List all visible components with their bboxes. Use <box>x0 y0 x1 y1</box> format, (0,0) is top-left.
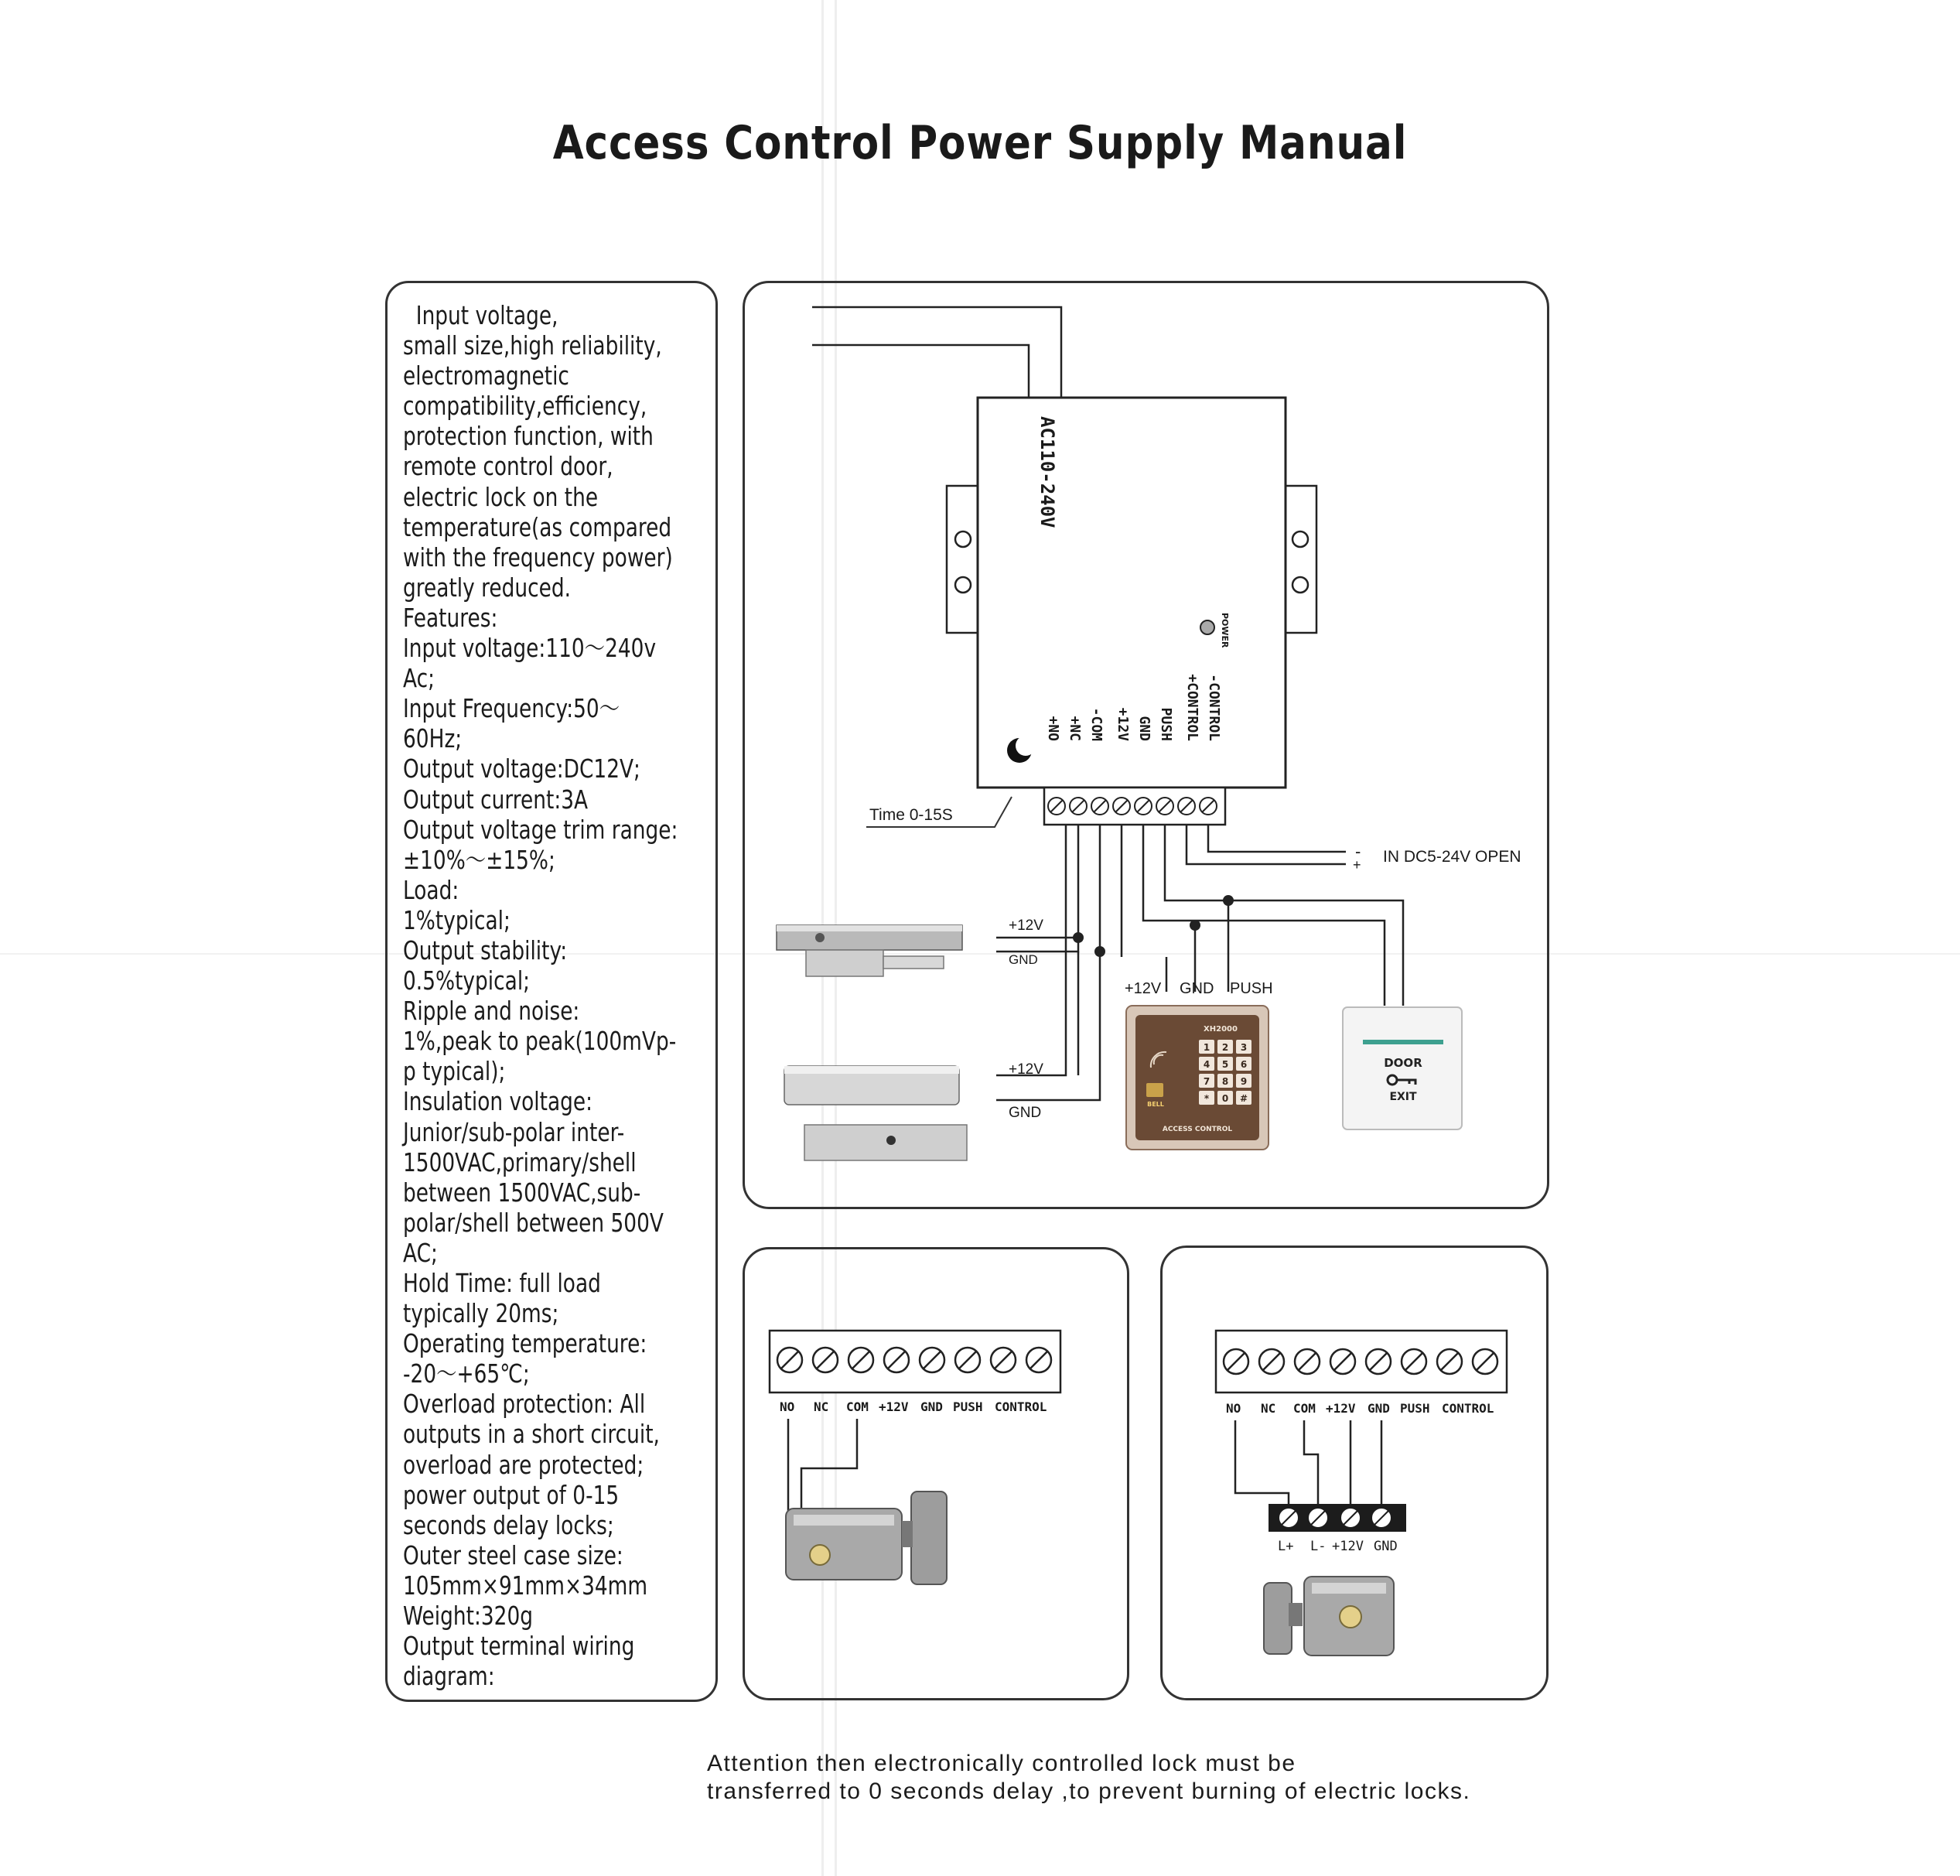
mounting-ear-right <box>1284 486 1316 633</box>
keypad-key: 9 <box>1240 1076 1248 1087</box>
spec-line: Input voltage, <box>403 300 558 330</box>
spec-line: 105mm×91mm×34mm <box>403 1570 648 1601</box>
terminal-nc-label: NC <box>1261 1401 1276 1416</box>
spec-line: overload are protected; <box>403 1449 644 1480</box>
terminal-control-label: CONTROL <box>995 1399 1047 1414</box>
spec-line: Output terminal wiring <box>403 1631 635 1662</box>
ac-input-wires <box>812 307 1061 398</box>
terminal-com-label: COM <box>846 1399 869 1414</box>
magnetic-lock-image <box>784 1066 967 1160</box>
terminal-control-label: CONTROL <box>1442 1401 1494 1416</box>
lock-terminal-block <box>1269 1504 1406 1532</box>
bolt-lock-12v-label: +12V <box>1009 917 1043 934</box>
spec-line: 1500VAC,primary/shell <box>403 1146 637 1177</box>
spec-line: ±10%～±15%; <box>403 844 555 875</box>
spec-line: AC; <box>403 1237 438 1268</box>
spec-line: diagram: <box>403 1661 495 1692</box>
terminal-push-label: PUSH <box>1400 1401 1430 1416</box>
terminal-block <box>1044 788 1225 825</box>
maglock-gnd-label: GND <box>1009 1105 1042 1121</box>
maglock-12v-label: +12V <box>1009 1061 1043 1078</box>
spec-line: Operating temperature: <box>403 1328 647 1359</box>
spec-line: electric lock on the <box>403 481 599 512</box>
time-delay-label: Time 0-15S <box>869 806 953 824</box>
keypad-key: * <box>1204 1093 1210 1104</box>
power-led-icon <box>1200 620 1214 634</box>
lock-block-label: GND <box>1374 1539 1398 1554</box>
spec-line: 0.5%typical; <box>403 965 531 996</box>
spec-line: Input Frequency:50～ <box>403 693 620 724</box>
terminal-label: -COM <box>1088 707 1105 741</box>
terminal-label: GND <box>1136 716 1152 741</box>
keypad-key: 0 <box>1221 1093 1229 1104</box>
attention-line-1: Attention then electronically controlled lock must be <box>707 1751 1296 1776</box>
spec-line: polar/shell between 500V <box>403 1207 664 1238</box>
spec-line: Junior/sub-polar inter- <box>403 1116 625 1147</box>
spec-line: Overload protection: All <box>403 1389 646 1420</box>
spec-line: Output stability: <box>403 935 568 965</box>
rim-lock-image <box>1264 1577 1394 1656</box>
keypad-key: 8 <box>1221 1076 1229 1087</box>
spec-line: with the frequency power) <box>403 542 673 572</box>
spec-line: seconds delay locks; <box>403 1509 614 1540</box>
terminal-nc-label: NC <box>814 1399 829 1414</box>
terminal-12v-label: +12V <box>1326 1401 1356 1416</box>
keypad-image <box>1126 1006 1269 1150</box>
terminal-no-label: NO <box>1226 1401 1241 1416</box>
terminal-gnd-label: GND <box>1368 1401 1390 1416</box>
spec-line: Weight:320g <box>403 1601 534 1632</box>
keypad-gnd-label: GND <box>1180 980 1214 997</box>
keypad-key: 4 <box>1203 1059 1210 1070</box>
exit-button-exit: EXIT <box>1389 1091 1417 1103</box>
spec-line: Hold Time: full load <box>403 1268 601 1298</box>
spec-line: Outer steel case size: <box>403 1539 623 1570</box>
exit-button-door: DOOR <box>1384 1056 1422 1070</box>
keypad-key: 3 <box>1240 1042 1248 1053</box>
spec-line: electromagnetic <box>403 361 569 391</box>
spec-line: between 1500VAC,sub- <box>403 1177 641 1208</box>
wire-junctions <box>1073 895 1234 957</box>
spec-line: Output current:3A <box>403 784 589 815</box>
keypad-key: # <box>1239 1093 1248 1104</box>
spec-line: Output voltage trim range: <box>403 814 678 845</box>
spec-line: Load: <box>403 874 459 905</box>
attention-line-2: transferred to 0 seconds delay ,to prevent burning of electric locks. <box>707 1779 1471 1804</box>
input-signal <box>1353 842 1521 873</box>
keypad-footer: ACCESS CONTROL <box>1162 1126 1233 1133</box>
exit-button-image <box>1343 1007 1462 1129</box>
keypad-key: 7 <box>1203 1076 1210 1087</box>
keypad-model: XH2000 <box>1204 1025 1238 1034</box>
keypad-key: 6 <box>1240 1059 1248 1070</box>
spec-line: protection function, with <box>403 421 654 452</box>
spec-line: p typical); <box>403 1056 506 1087</box>
spec-line: Output voltage:DC12V; <box>403 753 640 784</box>
spec-line: Features: <box>403 602 498 633</box>
spec-line: compatibility,efficiency, <box>403 391 647 422</box>
keypad-push-label: PUSH <box>1230 980 1273 997</box>
terminal-label: +NC <box>1067 716 1083 741</box>
terminal-label: +CONTROL <box>1184 674 1200 741</box>
bolt-lock-gnd-label: GND <box>1009 952 1038 967</box>
terminal-no-label: NO <box>780 1399 795 1414</box>
spec-line: 60Hz; <box>403 723 463 754</box>
spec-line: typically 20ms; <box>403 1298 559 1329</box>
spec-line: Insulation voltage: <box>403 1086 593 1117</box>
keypad-bell: BELL <box>1147 1101 1164 1108</box>
right-terminal-strip <box>1216 1331 1507 1392</box>
spec-line: 1%,peak to peak(100mVp- <box>403 1026 677 1057</box>
input-signal-label: IN DC5-24V OPEN <box>1383 848 1521 866</box>
terminal-com-label: COM <box>1293 1401 1316 1416</box>
spec-line: 1%typical; <box>403 904 510 935</box>
spec-line: power output of 0-15 <box>403 1479 620 1510</box>
right-lock-wires <box>1235 1420 1381 1505</box>
left-terminal-strip <box>770 1331 1060 1392</box>
keypad-key: 5 <box>1221 1059 1229 1070</box>
terminal-label: +12V <box>1115 707 1131 741</box>
spec-line: temperature(as compared <box>403 511 672 542</box>
spec-line: outputs in a short circuit, <box>403 1419 660 1450</box>
power-supply-box <box>978 398 1286 788</box>
spec-line: small size,high reliability, <box>403 330 662 361</box>
spec-line: Ripple and noise: <box>403 996 580 1027</box>
spec-line: -20～+65℃; <box>403 1358 530 1389</box>
lock-block-label: L+ <box>1278 1539 1294 1554</box>
mounting-ear-left <box>947 486 979 633</box>
lock-block-label: +12V <box>1332 1539 1364 1554</box>
bolt-lock-image <box>777 925 962 976</box>
terminal-label: PUSH <box>1158 707 1174 741</box>
spec-line: greatly reduced. <box>403 572 572 603</box>
page-title: Access Control Power Supply Manual <box>552 116 1408 170</box>
terminal-label: +NO <box>1045 716 1061 741</box>
keypad-12v-label: +12V <box>1125 980 1162 997</box>
input-plus: + <box>1353 857 1361 873</box>
spec-line: Input voltage:110～240v <box>403 633 657 664</box>
keypad-key: 1 <box>1203 1042 1210 1053</box>
lock-block-label: L- <box>1310 1539 1327 1554</box>
terminal-gnd-label: GND <box>920 1399 943 1414</box>
spec-line: remote control door, <box>403 451 613 482</box>
terminal-12v-label: +12V <box>879 1399 909 1414</box>
rim-lock-image <box>786 1492 947 1584</box>
terminal-label: -CONTROL <box>1206 674 1222 741</box>
keypad-key: 2 <box>1221 1042 1229 1053</box>
attention-note <box>707 1750 1470 1806</box>
input-minus: - <box>1355 842 1361 861</box>
terminal-push-label: PUSH <box>953 1399 983 1414</box>
spec-line: Ac; <box>403 663 435 694</box>
power-led-label: POWER <box>1220 613 1230 648</box>
ac-voltage-label: AC110-240V <box>1036 416 1058 528</box>
